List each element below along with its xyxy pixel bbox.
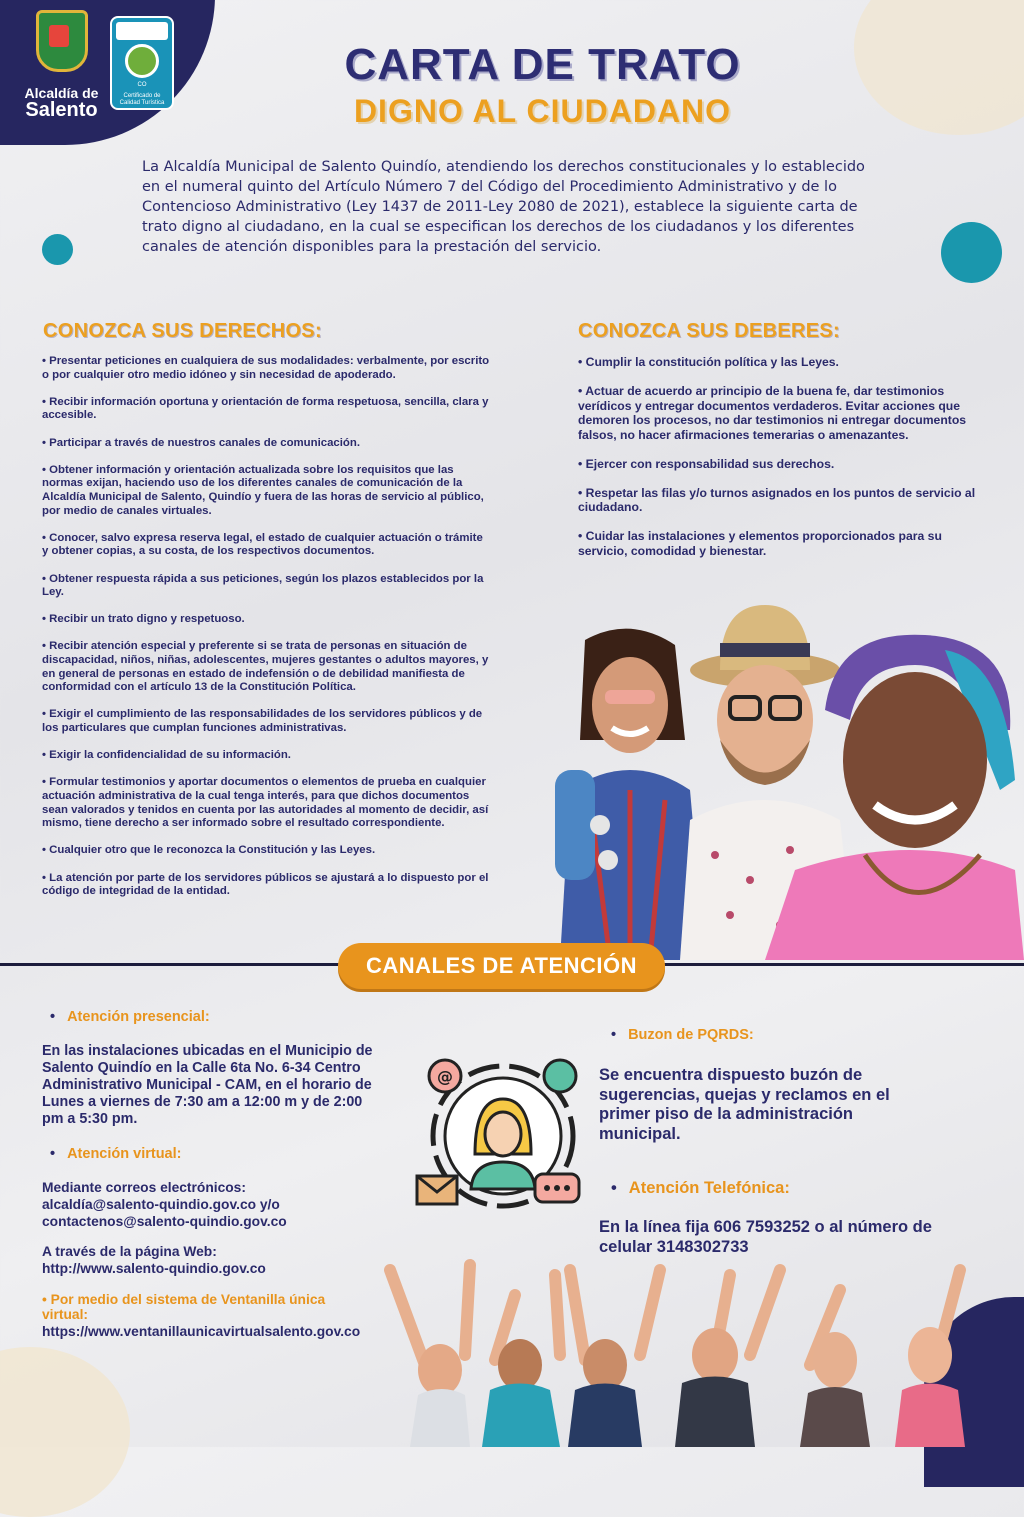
intro-paragraph: La Alcaldía Municipal de Salento Quindío, atendiendo los derechos constitucionales y lo establecido en el numeral quinto del Artículo Número 7 del Código del Procedimiento Administrativo y de lo Contencioso Administrativo (Ley 1437 de 2011-Ley 2080 de 2021), establece la siguiente carta de trato digno al ciudadano, en la cual se especifican los derechos de los ciudadanos y los diferentes canales de atención disponibles para la prestación del servicio.: [142, 159, 865, 255]
list-item: • Respetar las filas y/o turnos asignados en los puntos de servicio al ciudadano.: [578, 485, 976, 515]
page-title: CARTA DE TRATO: [344, 40, 741, 89]
list-item: • Participar a través de nuestros canales de comunicación.: [42, 436, 360, 449]
alcaldia-logo: [14, 10, 109, 120]
buzon-heading: • Buzon de PQRDS:: [611, 1027, 754, 1043]
corner-decoration: [854, 0, 1024, 135]
decorative-dot: [941, 222, 1002, 283]
customer-service-icon: [415, 1054, 585, 1214]
logo-text: Salento: [25, 99, 98, 121]
list-item: • Cualquier otro que le reconozca la Constitución y las Leyes.: [42, 844, 376, 857]
ventanilla-link[interactable]: https://www.ventanillaunicavirtualsalento.gov.co: [42, 1324, 361, 1339]
shield-icon: [36, 10, 88, 72]
buzon-text: Se encuentra dispuesto buzón de sugerencias, quejas y reclamos en el primer piso de la administración municipal.: [599, 1066, 890, 1143]
list-item: • Exigir la confidencialidad de su información.: [42, 749, 291, 762]
certification-icon: [125, 44, 159, 78]
list-item: • Ejercer con responsabilidad sus derechos.: [578, 456, 835, 471]
presencial-heading: • Atención presencial:: [50, 1009, 210, 1025]
list-item: • Recibir un trato digno y respetuoso.: [42, 613, 245, 626]
badge-header: [116, 22, 168, 40]
list-item: • Formular testimonios y aportar documentos o elementos de prueba en cualquier actuación administrativa de la cual tenga interés, para que dichos documentos sean valorados y tenidos en cuenta por las autoridades al momento de decidir, así mismo, tiene derecho a ser informado sobre el resultado correspondiente.: [42, 776, 489, 830]
badge-code: CO: [137, 82, 147, 88]
smiling-woman-illustration: [765, 620, 1024, 960]
corner-decoration: [0, 1347, 130, 1517]
certification-badge: [110, 16, 174, 110]
virtual-email-text: Mediante correos electrónicos: alcaldía@salento-quindio.gov.co y/o contactenos@salento-quindio.gov.co: [42, 1180, 287, 1229]
list-item: • Obtener información y orientación actualizada sobre los requisitos que las normas exijan, haciendo uso de los diferentes canales de comunicación de la Alcaldía Municipal de Salento, Quindío y fuera de las horas de servicio al público, por medio de canales virtuales.: [42, 463, 484, 517]
deberes-heading: CONOZCA SUS DEBERES:: [578, 320, 840, 342]
page-subtitle: DIGNO AL CIUDADANO: [353, 93, 732, 129]
list-item: • Presentar peticiones en cualquiera de sus modalidades: verbalmente, por escrito o por cualquier otro medio idóneo y sin necesidad de apoderado.: [42, 355, 490, 381]
virtual-heading: • Atención virtual:: [50, 1146, 181, 1162]
virtual-web-text: A través de la página Web: http://www.salento-quindio.gov.co: [42, 1244, 266, 1276]
telefonica-heading: • Atención Telefónica:: [611, 1179, 790, 1198]
list-item: • Cumplir la constitución política y las Leyes.: [578, 355, 839, 369]
logo-text: Alcaldía de: [24, 85, 99, 101]
decorative-dot: [42, 234, 73, 265]
canales-heading: CANALES DE ATENCIÓN: [338, 943, 665, 989]
list-item: • Recibir información oportuna y orientación de forma respetuosa, sencilla, clara y accesible.: [42, 395, 489, 422]
derechos-list: [42, 355, 492, 912]
svg-text:@: @: [437, 1067, 453, 1086]
presencial-text: En las instalaciones ubicadas en el Municipio de Salento Quindío en la Calle 6ta No. 6-34 Centro Administrativo Municipal - CAM, en el horario de Lunes a viernes de 7:30 am a 12:00 m y de 2:00 pm a 5:30 pm.: [42, 1043, 373, 1127]
derechos-heading: CONOZCA SUS DERECHOS:: [43, 320, 322, 342]
list-item: • La atención por parte de los servidores públicos se ajustará a lo dispuesto por el código de integridad de la entidad.: [42, 871, 489, 898]
deberes-list: [578, 355, 993, 573]
telefonica-text: En la línea fija 606 7593252 o al número de celular 3148302733: [599, 1218, 932, 1256]
list-item: • Exigir el cumplimiento de las responsabilidades de los servidores públicos y de los particulares que cumplan funciones administrativas.: [42, 708, 483, 735]
celebrating-crowd-illustration: [370, 1255, 970, 1447]
badge-label: Certificado de Calidad Turística: [119, 93, 165, 106]
list-item: • Cuidar las instalaciones y elementos proporcionados para su servicio, comodidad y bienestar.: [578, 529, 942, 558]
ventanilla-heading: • Por medio del sistema de Ventanilla única virtual:: [42, 1292, 326, 1322]
list-item: • Actuar de acuerdo ar principio de la buena fe, dar testimonios verídicos y entregar documentos verdaderos. Evitar acciones que demoren los procesos, no dar testimonios ni entregar documentos falsos, no hacer afirmaciones temerarias o amenazantes.: [578, 383, 967, 442]
citizens-photo: [530, 595, 1024, 960]
list-item: • Conocer, salvo expresa reserva legal, el estado de cualquier actuación o trámite y obtener copias, a su costa, de los respectivos documentos.: [42, 531, 483, 558]
list-item: • Recibir atención especial y preferente si se trata de personas en situación de discapacidad, niños, niñas, adolescentes, mujeres gestantes o adultos mayores, y en general de personas en estado de indefensión o de debilidad manifiesta de conformidad con el artículo 13 de la Constitución Política.: [42, 640, 489, 694]
list-item: • Obtener respuesta rápida a sus peticiones, según los plazos establecidos por la Ley.: [42, 572, 484, 599]
